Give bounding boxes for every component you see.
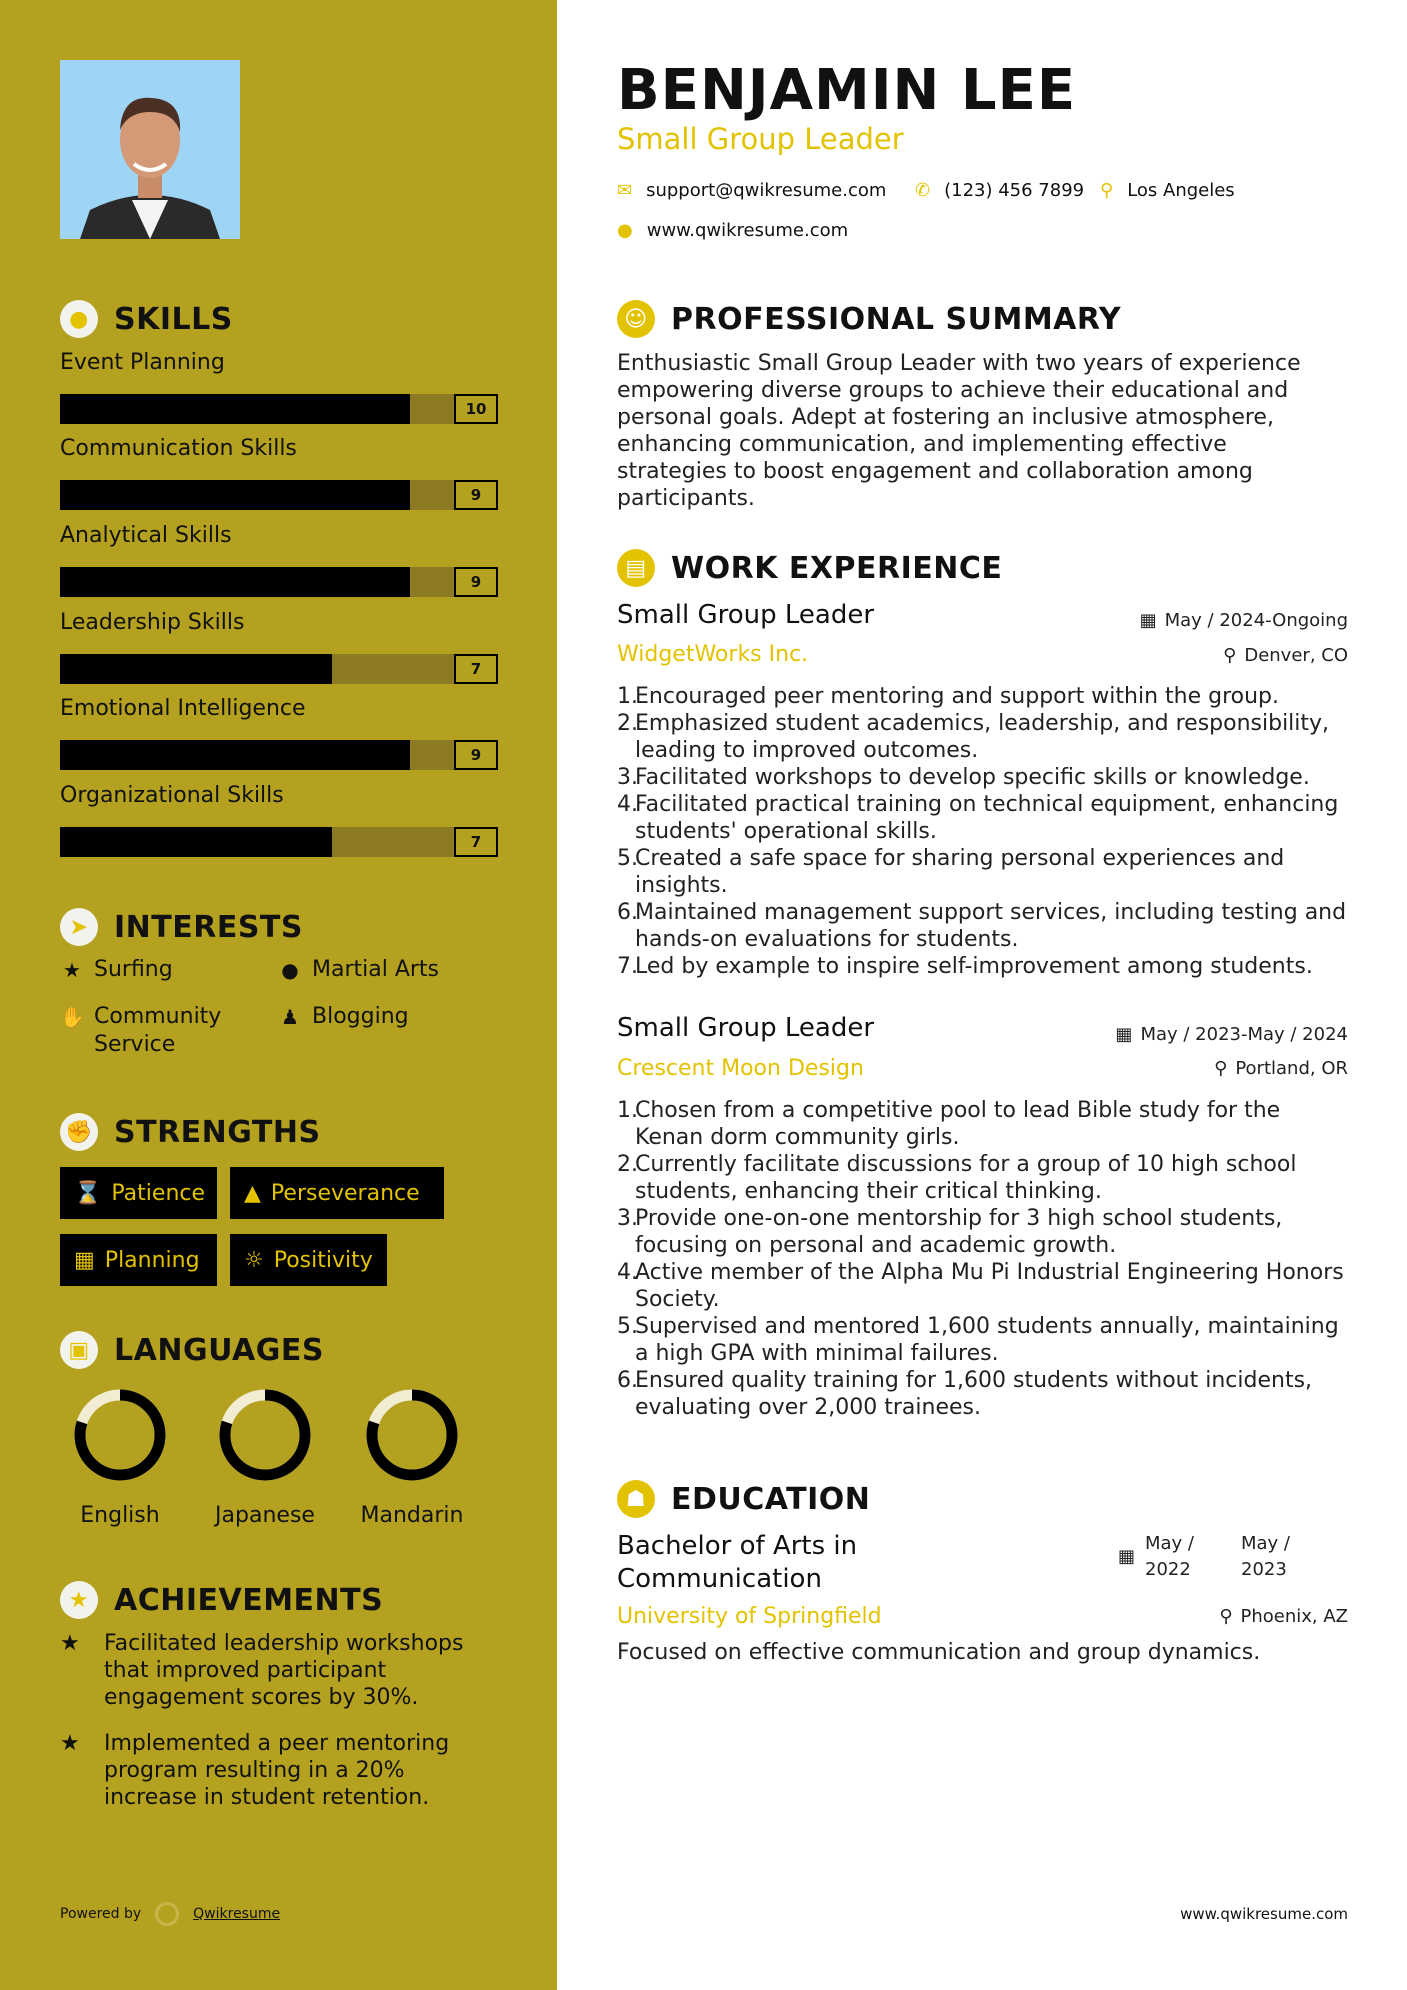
job-location: ⚲ Denver, CO [1223,645,1348,666]
skill-score: 7 [454,827,498,857]
skill-label: Event Planning [60,350,225,375]
job-title: Small Group Leader [617,1013,875,1043]
language-item [205,1385,325,1528]
globe-icon: ● [281,958,299,982]
bullet-text: Maintained management support services, including testing and hands-on evaluations for students. [635,900,1347,952]
lightbulb-icon: ● [60,300,98,338]
education-start-date: May / 2022 [1145,1533,1194,1580]
skill-bar [60,394,498,424]
qwikresume-link[interactable]: Qwikresume [193,1906,281,1922]
hand-raised-icon: ✊ [60,1113,98,1151]
road-icon: ▲ [244,1180,261,1206]
education-heading: ☗ EDUCATION [617,1480,870,1518]
users-icon: ♟ [281,1005,299,1029]
job-bullet [617,1313,1352,1367]
sidebar [0,0,557,1990]
bullet-number: 6. [617,900,638,925]
interest-item: ● Martial Arts [278,956,439,984]
bullet-text: Encouraged peer mentoring and support within the group. [635,684,1280,709]
bullet-number: 5. [617,846,638,871]
bullet-text: Supervised and mentored 1,600 students annually, maintaining a high GPA with minimal failures. [635,1314,1339,1366]
bullet-number: 4. [617,1260,638,1285]
education-location: ⚲ Phoenix, AZ [1219,1606,1348,1627]
bullet-text: Ensured quality training for 1,600 students without incidents, evaluating over 2,000 trainees. [635,1368,1313,1420]
skill-item [60,696,500,770]
skill-bar [60,567,498,597]
interests-heading: ➤ INTERESTS [60,908,303,946]
achievements-heading: ★ ACHIEVEMENTS [60,1581,383,1619]
language-label: Mandarin [360,1503,464,1528]
language-item [60,1385,180,1528]
shooting-star-icon: ★ [60,1731,80,1756]
envelope-icon: ✉ [617,180,633,201]
job-bullet [617,1367,1352,1421]
skill-bar-fill [60,567,410,597]
calendar-icon: ▦ [1118,1546,1136,1567]
job-bullet [617,710,1352,764]
skill-score: 9 [454,480,498,510]
skill-bar [60,480,498,510]
bullet-number: 2. [617,711,638,736]
skill-score: 7 [454,654,498,684]
bullet-number: 6. [617,1368,638,1393]
skill-item [60,350,500,424]
achievement-item: ★ Facilitated leadership workshops that improved participant engagement scores by 30%. [60,1631,464,1710]
job-company: WidgetWorks Inc. [617,642,809,667]
skill-item [60,783,500,857]
bullet-text: Led by example to inspire self-improvement among students. [635,954,1313,979]
candidate-name: BENJAMIN LEE [617,58,1077,123]
strength-badge: ⌛ Patience [60,1167,217,1219]
job-location: ⚲ Portland, OR [1214,1058,1348,1079]
skill-bar [60,654,498,684]
bullet-number: 1. [617,1098,638,1123]
sun-icon: ☼ [244,1247,264,1273]
calendar-icon: ▦ [1115,1024,1133,1045]
pin-icon: ⚲ [1219,1606,1233,1627]
job-bullets [617,683,1352,980]
language-label: Japanese [215,1503,315,1528]
job-title: Small Group Leader [617,600,875,630]
skill-label: Analytical Skills [60,523,232,548]
education-degree: Bachelor of Arts in Communication [617,1531,858,1594]
job-bullet [617,1097,1352,1151]
skill-score: 9 [454,567,498,597]
language-donut-hole [231,1401,299,1469]
language-donut [362,1385,462,1485]
bullet-number: 5. [617,1314,638,1339]
job-dates: ▦ May / 2023-May / 2024 [1115,1024,1348,1045]
footer-url[interactable]: www.qwikresume.com [1180,1905,1348,1923]
interest-item: ♟ Blogging [278,1003,409,1031]
shooting-star-icon: ★ [60,1631,80,1656]
job-bullet [617,1205,1352,1259]
strength-badge: ▦ Planning [60,1234,217,1286]
skills-heading: ● SKILLS [60,300,233,338]
bullet-text: Created a safe space for sharing personal experiences and insights. [635,846,1285,898]
job-bullet [617,683,1352,710]
skill-bar-fill [60,480,410,510]
skill-bar-fill [60,654,332,684]
skill-bar [60,740,498,770]
job-dates: ▦ May / 2024-Ongoing [1139,610,1348,631]
skill-bar [60,827,498,857]
skill-item [60,610,500,684]
hourglass-icon: ⌛ [74,1180,102,1206]
language-item [352,1385,472,1528]
contact-website[interactable]: ● www.qwikresume.com [617,220,849,241]
bullet-text: Provide one-on-one mentorship for 3 high school students, focusing on personal and academic growth. [635,1206,1283,1258]
skill-label: Leadership Skills [60,610,245,635]
language-label: English [80,1503,160,1528]
star-icon: ★ [63,958,81,982]
pin-icon: ⚲ [1214,1058,1228,1079]
map-pin-icon: ⚲ [1100,180,1114,201]
globe-icon: ● [617,220,633,241]
strength-badge: ☼ Positivity [230,1234,387,1286]
paper-plane-icon: ➤ [60,908,98,946]
star-badge-icon: ★ [60,1581,98,1619]
summary-text: Enthusiastic Small Group Leader with two years of experience empowering diverse groups to achieve their educational and personal goals. Adept at fostering an inclusive atmosphere, enhancing communication, and implementing effective strategies to boost engagement and collaboration among participants. [617,351,1301,511]
bullet-number: 1. [617,684,638,709]
job-bullet [617,764,1352,791]
language-donut [215,1385,315,1485]
candidate-role: Small Group Leader [617,122,904,156]
achievement-item: ★ Implemented a peer mentoring program resulting in a 20% increase in student retention. [60,1731,450,1810]
graduate-icon: ☗ [617,1480,655,1518]
profile-photo [60,60,240,239]
user-icon: ☺ [617,300,655,338]
powered-by: Powered by Qwikresume [60,1902,280,1926]
work-heading: ▤ WORK EXPERIENCE [617,549,1002,587]
summary-heading: ☺ PROFESSIONAL SUMMARY [617,300,1121,338]
bullet-text: Emphasized student academics, leadership, and responsibility, leading to improved outcomes. [635,711,1330,763]
job-bullet [617,1259,1352,1313]
contact-email[interactable]: ✉ support@qwikresume.com [617,180,887,201]
skill-bar-fill [60,827,332,857]
phone-icon: ✆ [915,180,931,201]
language-donut [70,1385,170,1485]
job-company: Crescent Moon Design [617,1056,864,1081]
skill-item [60,436,500,510]
pin-icon: ⚲ [1223,645,1237,666]
skill-score: 10 [454,394,498,424]
skill-bar-fill [60,740,410,770]
bullet-number: 7. [617,954,638,979]
qwikresume-logo-icon [155,1902,179,1926]
bullet-text: Facilitated practical training on technical equipment, enhancing students' operational skills. [635,792,1339,844]
id-card-icon: ▣ [60,1331,98,1369]
bullet-text: Facilitated workshops to develop specific skills or knowledge. [635,765,1310,790]
bullet-number: 2. [617,1152,638,1177]
bullet-text: Currently facilitate discussions for a group of 10 high school students, enhancing their critical thinking. [635,1152,1297,1204]
contact-phone[interactable]: ✆ (123) 456 7899 [915,180,1085,201]
calendar-icon: ▦ [74,1247,95,1273]
bullet-text: Active member of the Alpha Mu Pi Industrial Engineering Honors Society. [635,1260,1344,1312]
languages-heading: ▣ LANGUAGES [60,1331,324,1369]
skill-bar-fill [60,394,410,424]
education-description: Focused on effective communication and group dynamics. [617,1640,1261,1665]
skill-label: Emotional Intelligence [60,696,306,721]
skill-label: Communication Skills [60,436,297,461]
job-bullets [617,1097,1352,1421]
bullet-number: 3. [617,1206,638,1231]
strengths-heading: ✊ STRENGTHS [60,1113,321,1151]
education-school: University of Springfield [617,1604,882,1629]
interest-item: ★ Surfing [60,956,173,984]
job-bullet [617,845,1352,899]
skill-label: Organizational Skills [60,783,284,808]
skill-score: 9 [454,740,498,770]
skill-item [60,523,500,597]
hand-icon: ✋ [60,1005,85,1029]
job-bullet [617,953,1352,980]
interest-item: ✋ Community Service [60,1004,222,1057]
chair-icon: ▤ [617,549,655,587]
calendar-icon: ▦ [1139,610,1157,631]
bullet-number: 4. [617,792,638,817]
education-end-date: May / 2023 [1241,1533,1290,1580]
job-bullet [617,1151,1352,1205]
bullet-number: 3. [617,765,638,790]
job-bullet [617,791,1352,845]
language-donut-hole [86,1401,154,1469]
job-bullet [617,899,1352,953]
bullet-text: Chosen from a competitive pool to lead Bible study for the Kenan dorm community girls. [635,1098,1281,1150]
language-donut-hole [378,1401,446,1469]
strength-badge: ▲ Perseverance [230,1167,444,1219]
contact-location: ⚲ Los Angeles [1100,180,1235,201]
